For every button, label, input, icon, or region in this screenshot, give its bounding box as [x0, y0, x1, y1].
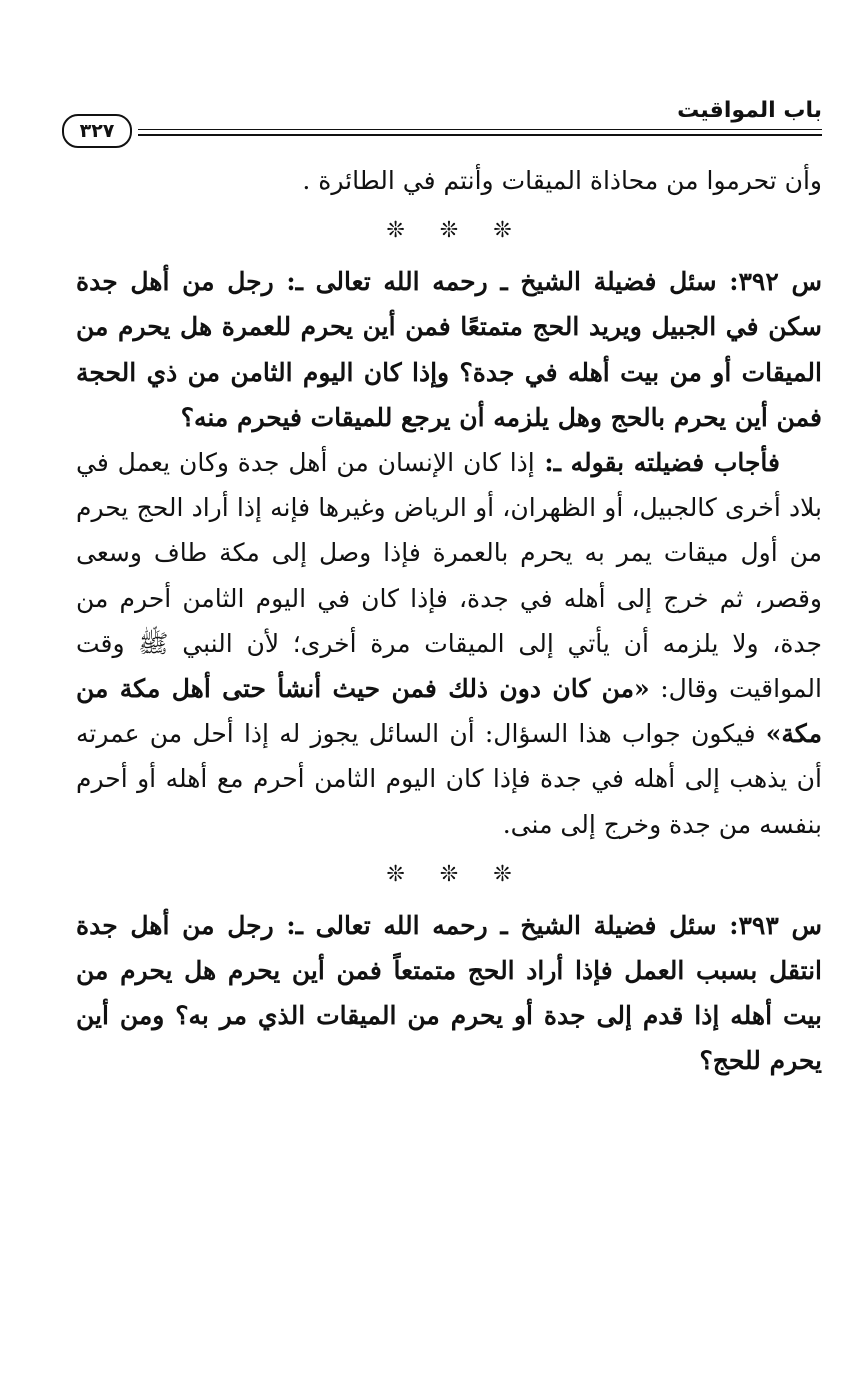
question-text: سئل فضيلة الشيخ ـ رحمه الله تعالى ـ: رجل من أهل جدة انتقل بسبب العمل فإذا أراد الحج متمتعاً فمن أين يحرم هل يحرم من بيت أهله إذا قدم إلى جدة أو يحرم من الميقات الذي مر به؟ ومن أين يحرم للحج؟ — [76, 910, 822, 1076]
intro-line: وأن تحرموا من محاذاة الميقات وأنتم في الطائرة . — [302, 166, 822, 195]
hadith-quote: «من كان دون ذلك فمن حيث أنشأ حتى أهل مكة من مكة» — [76, 674, 822, 749]
page-header — [62, 92, 822, 152]
page-body — [76, 158, 822, 1084]
question-392 — [76, 259, 822, 440]
asterism-icon: ❊ — [439, 218, 459, 244]
section-separator — [76, 203, 822, 259]
asterism-icon: ❊ — [439, 861, 459, 887]
section-separator — [76, 847, 822, 903]
asterism-icon: ❊ — [386, 861, 405, 887]
asterism-icon: ❊ — [493, 218, 512, 244]
question-number: س ٣٩٣: — [716, 910, 822, 940]
question-number: س ٣٩٢: — [716, 267, 822, 297]
header-rule — [138, 129, 822, 136]
answer-text-continued: فيكون جواب هذا السؤال: أن السائل يجوز له إذا أحل من عمرته أن يذهب إلى أهله في جدة فإذا كان اليوم الثامن أحرم مع أهله أو أحرم بنفسه من جدة وخرج إلى منى. — [76, 719, 822, 839]
asterism-icon: ❊ — [386, 218, 405, 244]
answer-392 — [76, 440, 822, 847]
question-393 — [76, 903, 822, 1084]
page-number: ٣٢٧ — [62, 114, 132, 148]
answer-label: فأجاب فضيلته بقوله ـ: — [534, 448, 780, 478]
asterism-icon: ❊ — [493, 861, 512, 887]
answer-text: إذا كان الإنسان من أهل جدة وكان يعمل في بلاد أخرى كالجبيل، أو الظهران، أو الرياض وغيرها فإنه إذا أراد الحج يحرم من أول ميقات يمر به يحرم بالعمرة فإذا وصل إلى مكة طاف وسعى وقصر، ثم خرج إلى أهله في جدة، فإذا كان في اليوم الثامن أحرم من جدة، ولا يلزمه أن يأتي إلى الميقات مرة أخرى؛ لأن النبي ﷺ وقت المواقيت وقال: — [76, 448, 822, 704]
question-text: سئل فضيلة الشيخ ـ رحمه الله تعالى ـ: رجل من أهل جدة سكن في الجبيل ويريد الحج متمتعًا فمن أين يحرم للعمرة هل يحرم من الميقات أو من بيت أهله في جدة؟ وإذا كان اليوم الثامن من ذي الحجة فمن أين يحرم بالحج وهل يلزمه أن يرجع للميقات فيحرم منه؟ — [76, 267, 822, 432]
chapter-title: باب المواقيت — [677, 98, 822, 123]
